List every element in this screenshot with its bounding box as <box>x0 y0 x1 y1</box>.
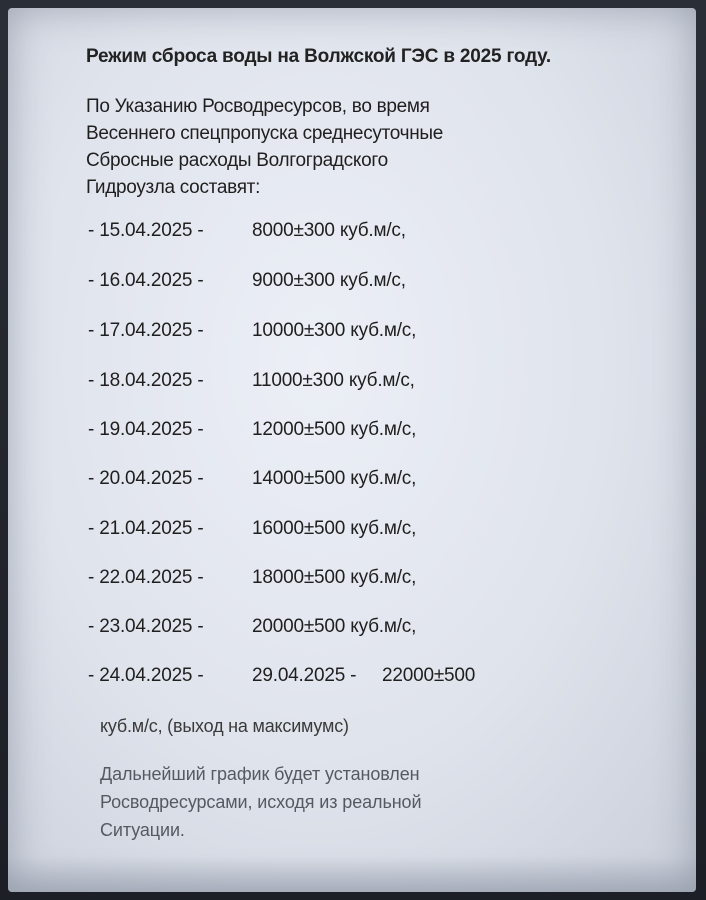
schedule-value: 11000±300 куб.м/с, <box>252 370 415 391</box>
photo-shadow <box>8 856 696 892</box>
schedule-value: 20000±500 куб.м/с, <box>252 616 417 637</box>
schedule-value: 8000±300 куб.м/с, <box>252 220 406 241</box>
schedule-date: - 19.04.2025 - <box>88 419 204 440</box>
schedule-date: - 15.04.2025 - <box>88 220 204 241</box>
schedule-value: 12000±500 куб.м/с, <box>252 419 417 440</box>
footer-line: Ситуации. <box>100 820 185 840</box>
schedule-value: 14000±500 куб.м/с, <box>252 468 417 489</box>
schedule-date: - 16.04.2025 - <box>88 270 204 291</box>
document-sheet <box>8 8 696 892</box>
range-value: 22000±500 <box>382 665 476 686</box>
footer-line: Росводресурсами, исходя из реальной <box>100 792 422 812</box>
footer-line: Дальнейший график будет установлен <box>100 764 420 784</box>
document-title: Режим сброса воды на Волжской ГЭС в 2025 году. <box>86 46 551 67</box>
schedule-date: - 23.04.2025 - <box>88 616 204 637</box>
intro-line: Гидроузла составят: <box>86 177 261 198</box>
footer-paragraph <box>100 760 620 844</box>
schedule-date: - 20.04.2025 - <box>88 468 204 489</box>
schedule-date: - 21.04.2025 - <box>88 518 204 539</box>
intro-line: По Указанию Росводресурсов, во время <box>86 96 430 117</box>
range-start-date: - 24.04.2025 - <box>88 665 204 686</box>
schedule-value: 9000±300 куб.м/с, <box>252 270 406 291</box>
intro-line: Сбросные расходы Волгоградского <box>86 150 388 171</box>
intro-line: Весеннего спецпропуска среднесуточные <box>86 123 444 144</box>
schedule-date: - 22.04.2025 - <box>88 567 204 588</box>
range-end-date: 29.04.2025 - <box>252 665 357 686</box>
schedule-value: 18000±500 куб.м/с, <box>252 567 417 588</box>
schedule-value: 16000±500 куб.м/с, <box>252 518 417 539</box>
schedule-value: 10000±300 куб.м/с, <box>252 320 417 341</box>
intro-paragraph <box>86 93 646 201</box>
schedule-date: - 17.04.2025 - <box>88 320 204 341</box>
schedule-date: - 18.04.2025 - <box>88 370 204 391</box>
max-output-note: куб.м/с, (выход на максимумс) <box>100 716 349 736</box>
